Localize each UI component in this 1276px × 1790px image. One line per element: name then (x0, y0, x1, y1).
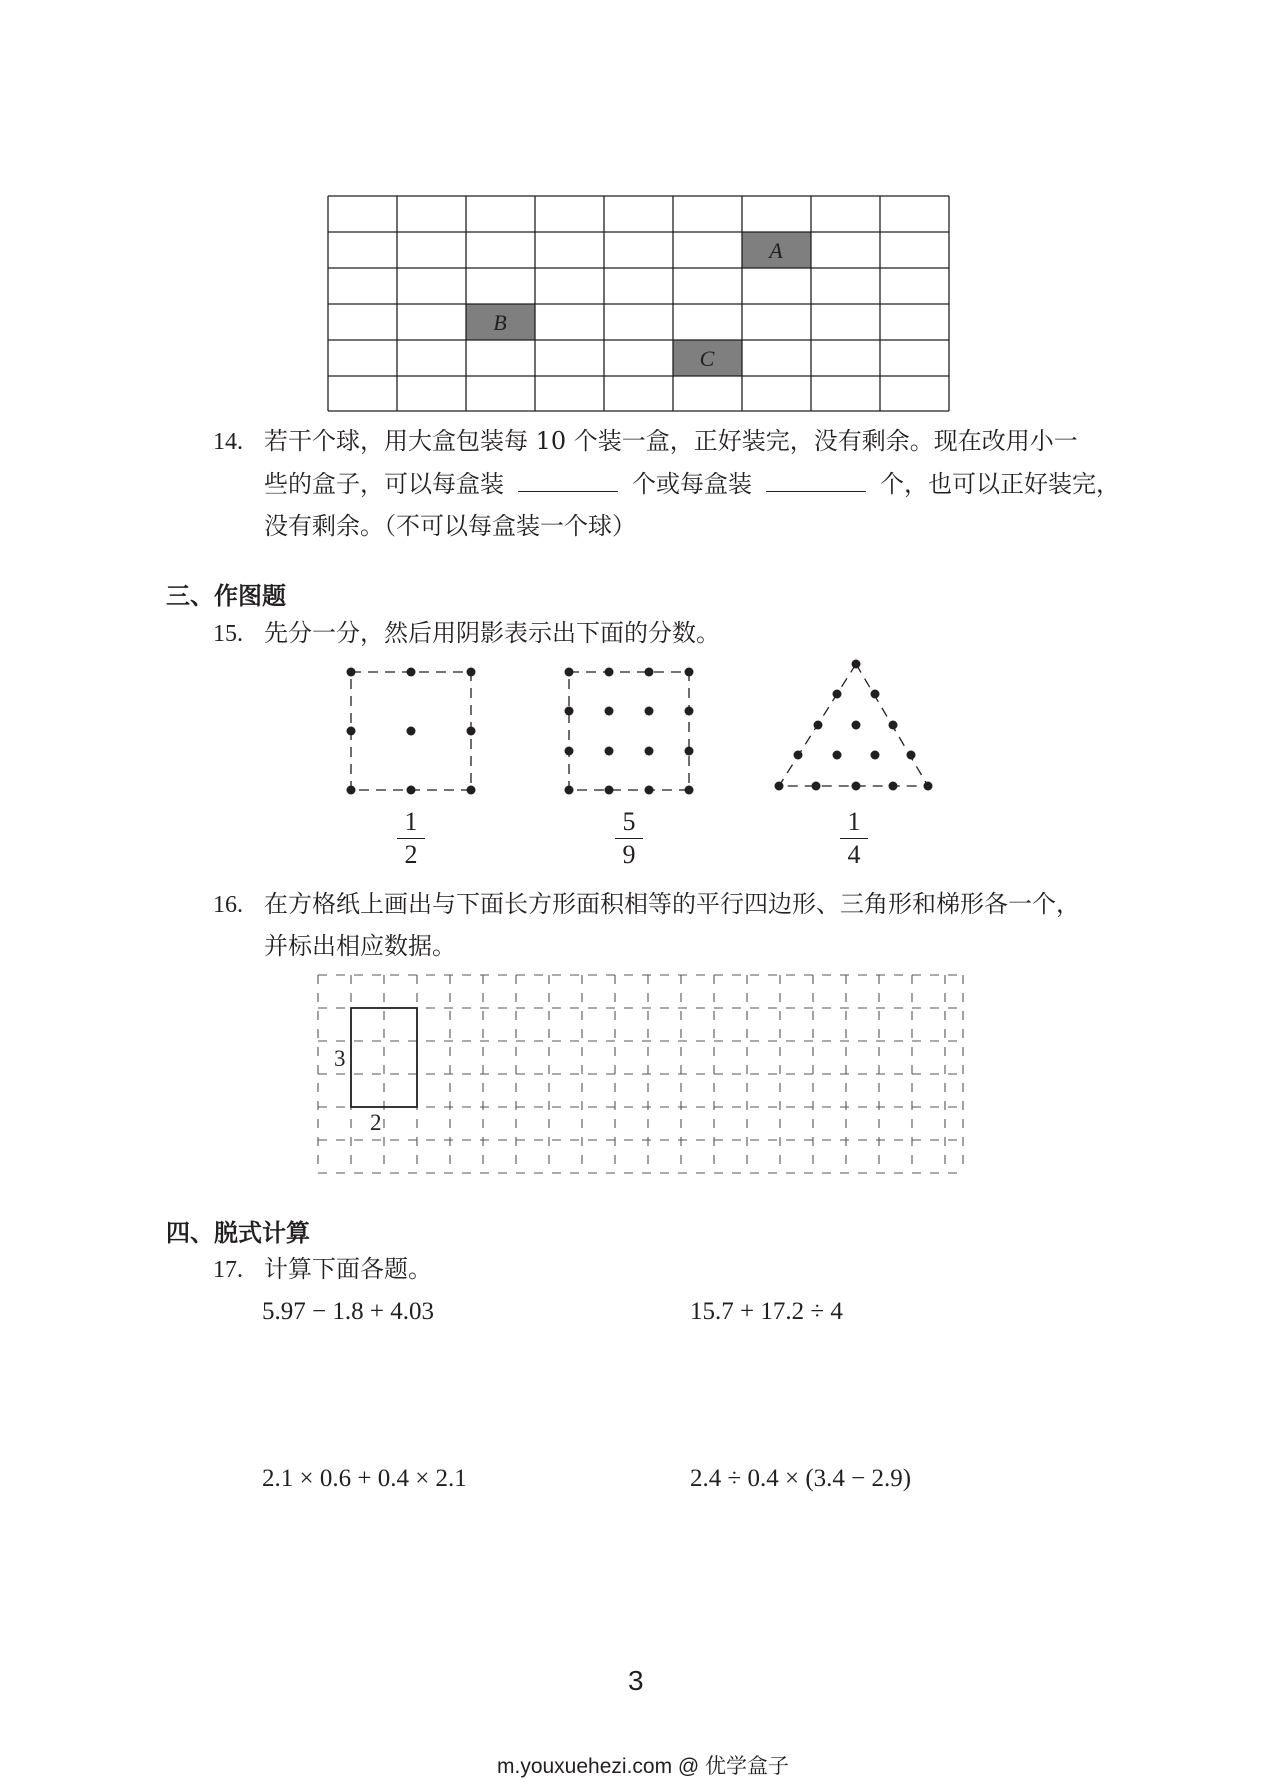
dot-triangle (775, 660, 933, 791)
grid-label-a: A (769, 238, 783, 263)
q14-line2-part-c: 个，也可以正好装完， (880, 470, 1120, 498)
q15-text: 先分一分，然后用阴影表示出下面的分数。 (264, 619, 720, 647)
q14-line3: 没有剩余。（不可以每盒装一个球） (264, 512, 636, 540)
section3-title: 三、作图题 (166, 582, 286, 610)
given-rectangle (351, 1008, 417, 1107)
fraction-one-quarter: 1 4 (834, 808, 874, 869)
expression-1: 5.97 − 1.8 + 4.03 (262, 1298, 434, 1325)
rect-width-label: 2 (370, 1110, 382, 1135)
footer-watermark: m.youxuehezi.com @ 优学盒子 (497, 1755, 790, 1778)
rect-height-label: 3 (334, 1046, 346, 1071)
section4-title: 四、脱式计算 (166, 1219, 310, 1247)
page-number: 3 (628, 1665, 644, 1696)
grid-label-c: C (699, 346, 715, 371)
dot-square-1 (347, 668, 476, 795)
q17-number: 17. (213, 1257, 243, 1283)
q14-number: 14. (213, 429, 243, 455)
expression-2: 15.7 + 17.2 ÷ 4 (690, 1298, 843, 1325)
grid-figure (0, 0, 1276, 420)
q17-text: 计算下面各题。 (264, 1255, 432, 1283)
q14-line1: 若干个球，用大盒包装每 10 个装一盒，正好装完，没有剩余。现在改用小一 (264, 427, 1078, 455)
q16-line1: 在方格纸上画出与下面长方形面积相等的平行四边形、三角形和梯形各一个， (264, 890, 1080, 918)
grid-label-b: B (493, 310, 507, 335)
q14-answer-blank-2[interactable] (766, 467, 866, 492)
fraction-one-half: 1 2 (391, 808, 431, 869)
q16-line2: 并标出相应数据。 (264, 932, 456, 960)
dot-figures (0, 650, 1276, 800)
expression-3: 2.1 × 0.6 + 0.4 × 2.1 (262, 1465, 467, 1492)
fraction-five-ninths: 5 9 (609, 808, 649, 869)
q14-line2-part-a: 些的盒子，可以每盒装 (264, 470, 504, 498)
grid-lines (328, 196, 949, 411)
dot-square-2 (565, 668, 694, 795)
dashed-grid-paper[interactable] (0, 960, 1276, 1180)
q16-number: 16. (213, 892, 243, 918)
q14-line2-part-b: 个或每盒装 (632, 470, 752, 498)
q15-number: 15. (213, 621, 243, 647)
q14-line2 (264, 463, 1120, 506)
q14-answer-blank-1[interactable] (518, 467, 618, 492)
expression-4: 2.4 ÷ 0.4 × (3.4 − 2.9) (690, 1465, 912, 1492)
